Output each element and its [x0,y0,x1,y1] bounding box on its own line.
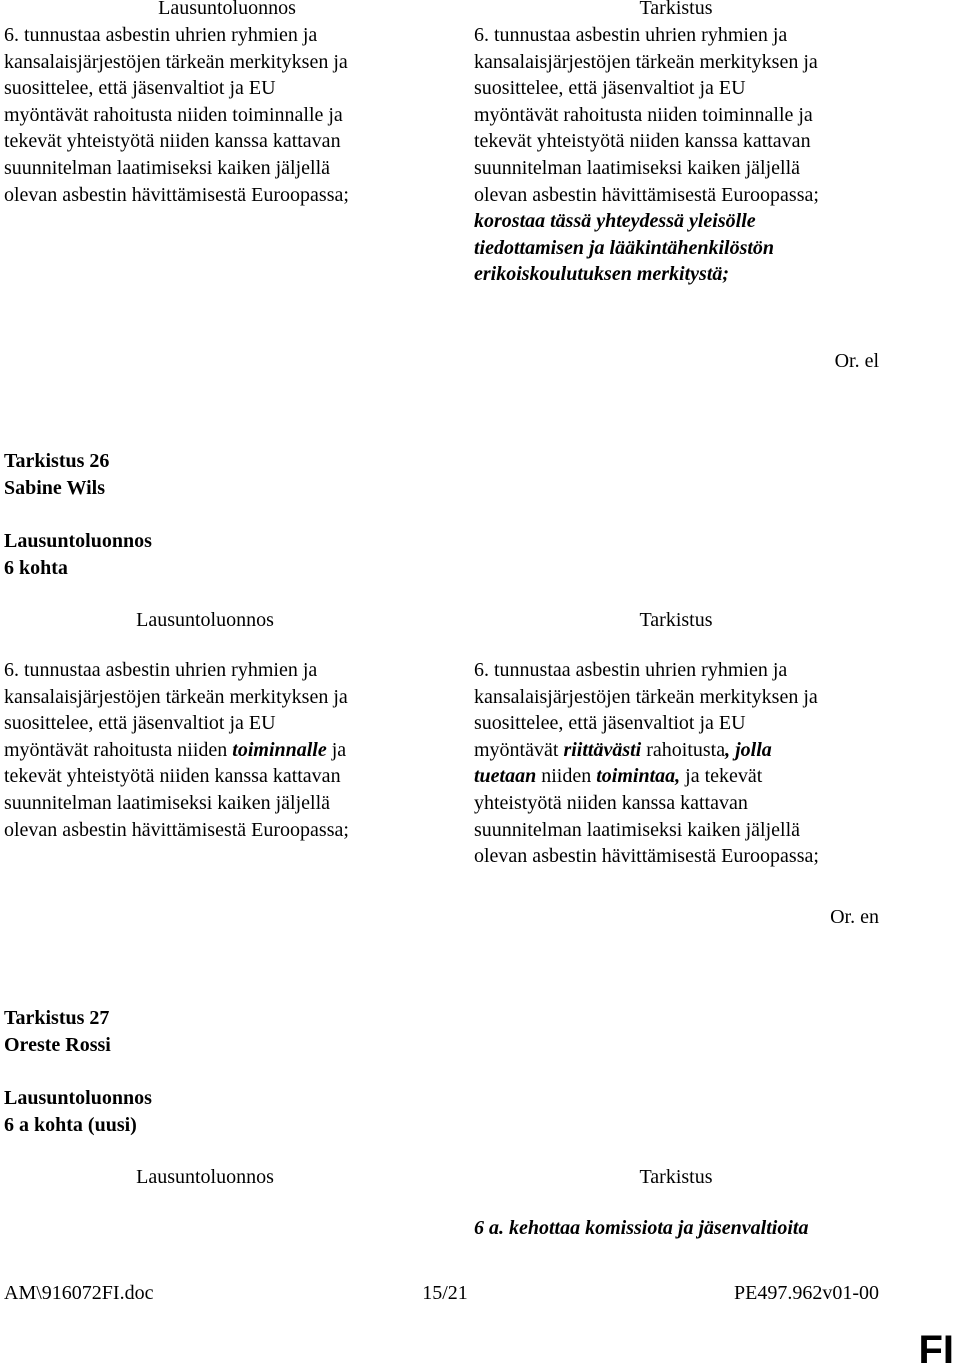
original-language: Or. en [830,906,879,928]
column-heading-draft: Lausuntoluonnos [158,0,296,19]
amendment-text-change: riittävästi [563,738,642,761]
language-mark: FI [918,1328,954,1372]
column-heading-draft: Lausuntoluonnos [136,1166,274,1188]
draft-text [4,657,450,843]
amendment-title: Tarkistus 26 [4,450,110,472]
draft-text-part: ja tekevät yhteistyötä niiden kanssa kattavan suunnitelman laatimiseksi kaiken jäljellä olevan asbestin hävittämisestä Euroopassa; [4,738,349,841]
footer-page-number: 15/21 [422,1282,468,1304]
amendment-author: Oreste Rossi [4,1034,111,1056]
amendment-text-change: toimintaa, [596,765,681,788]
footer-document-id: AM\916072FI.doc [4,1282,154,1304]
amendment-text-part: niiden [536,765,597,788]
amendment-text: 6 a. kehottaa komissiota ja jäsenvaltioita [474,1217,809,1239]
draft-text-part: 6. tunnustaa asbestin uhrien ryhmien ja kansalaisjärjestöjen tärkeän merkityksen ja suosittelee, että jäsenvaltiot ja EU myöntävät rahoitusta niiden [4,659,348,761]
amendment-text-original: 6. tunnustaa asbestin uhrien ryhmien ja kansalaisjärjestöjen tärkeän merkityksen ja suosittelee, että jäsenvaltiot ja EU myöntävät rahoitusta niiden toiminnalle ja tekevät yhteistyötä niiden kanssa kattavan suunnitelman laatimiseksi kaiken jäljellä olevan asbestin hävittämisestä Euroopassa; [474,24,819,206]
column-heading-draft: Lausuntoluonnos [136,609,274,631]
amendment-text [474,22,920,288]
amendment-document: Lausuntoluonnos [4,1087,152,1109]
draft-text-emphasis: toiminnalle [232,738,327,761]
amendment-text-part: rahoitusta [641,738,726,761]
amendment-point: 6 a kohta (uusi) [4,1114,137,1136]
amendment-point: 6 kohta [4,557,68,579]
column-heading-amendment: Tarkistus [639,1166,713,1188]
amendment-text [474,657,920,870]
footer-reference: PE497.962v01-00 [734,1282,879,1304]
amendment-title: Tarkistus 27 [4,1007,110,1029]
amendment-text-part: 6. tunnustaa asbestin uhrien ryhmien ja kansalaisjärjestöjen tärkeän merkityksen ja suosittelee, että jäsenvaltiot ja EU myöntävät [474,659,818,761]
amendment-document: Lausuntoluonnos [4,530,152,552]
draft-text: 6. tunnustaa asbestin uhrien ryhmien ja kansalaisjärjestöjen tärkeän merkityksen ja suosittelee, että jäsenvaltiot ja EU myöntävät rahoitusta niiden toiminnalle ja tekevät yhteistyötä niiden kanssa kattavan suunnitelman laatimiseksi kaiken jäljellä olevan asbestin hävittämisestä Euroopassa; [4,24,349,206]
amendment-text-change: , jolla tuetaan [474,738,772,788]
column-heading-amendment: Tarkistus [639,0,713,19]
column-heading-amendment: Tarkistus [639,609,713,631]
amendment-author: Sabine Wils [4,477,105,499]
amendment-text-added: korostaa tässä yhteydessä yleisölle tiedottamisen ja lääkintähenkilöstön erikoiskoulutuksen merkitystä; [474,210,775,286]
amendment-text-part: ja tekevät yhteistyötä niiden kanssa kattavan suunnitelman laatimiseksi kaiken jäljellä olevan asbestin hävittämisestä Euroopassa; [474,765,819,868]
original-language: Or. el [834,350,879,372]
